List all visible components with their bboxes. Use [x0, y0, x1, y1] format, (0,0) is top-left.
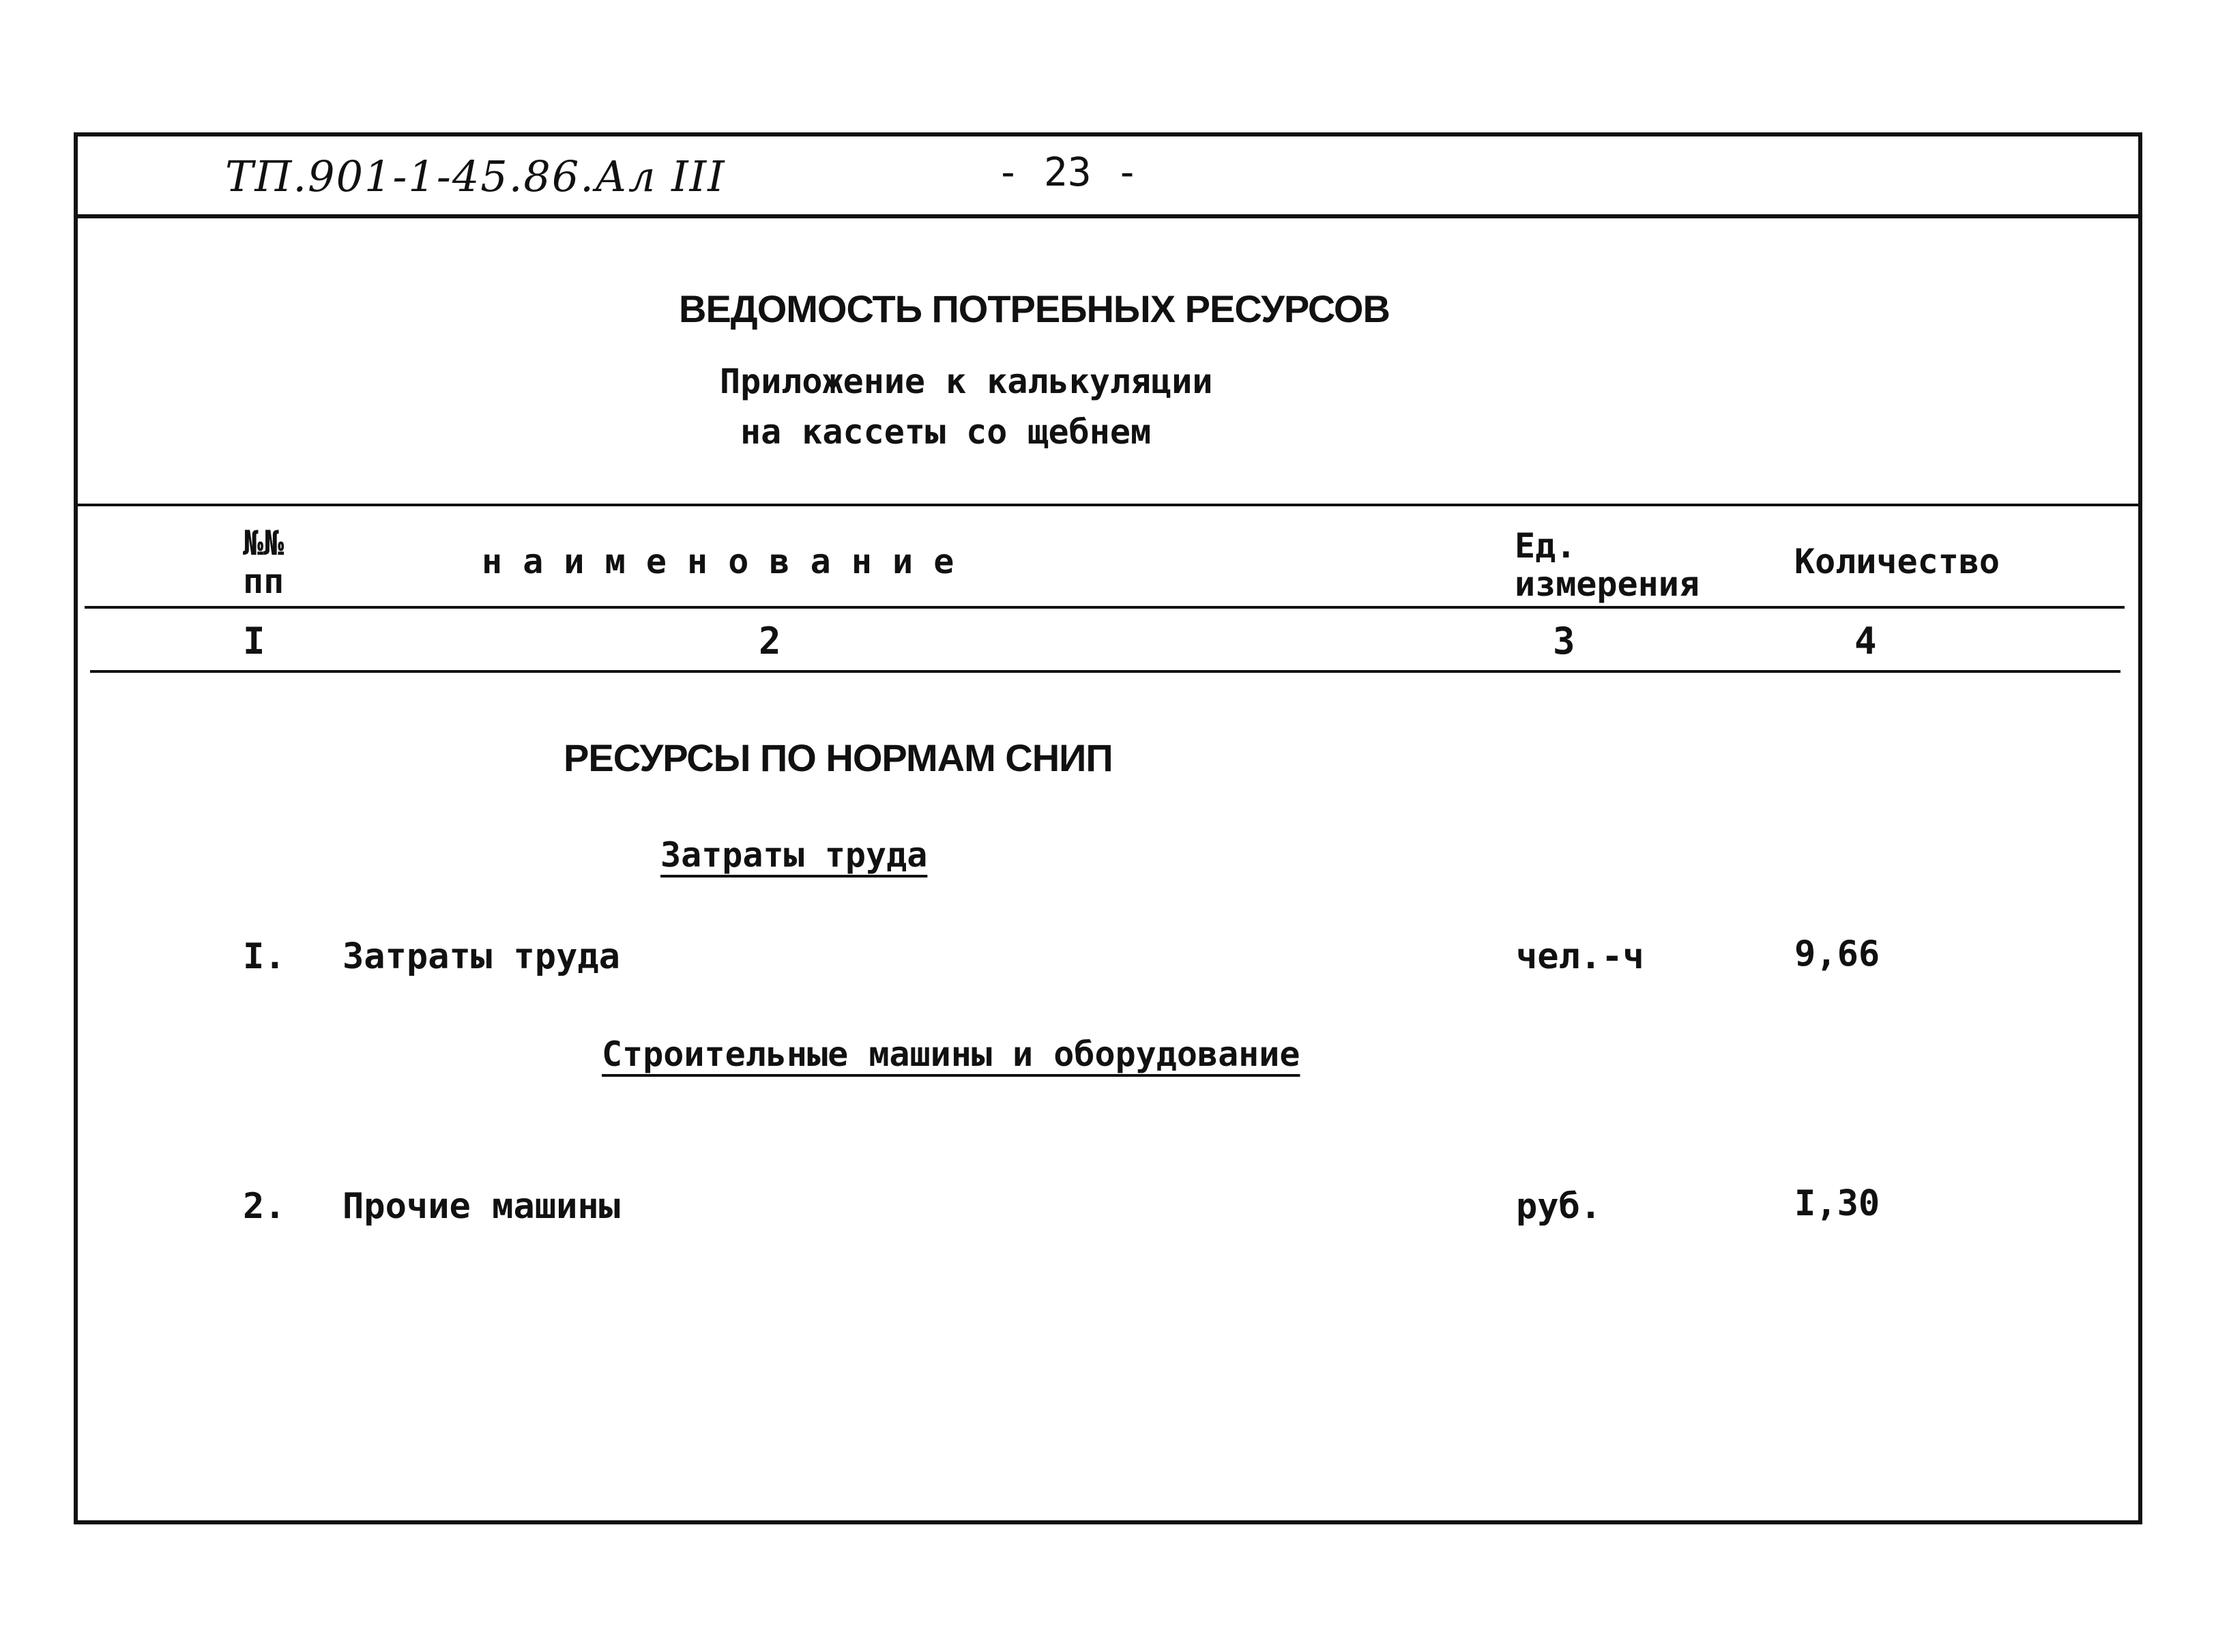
- row-number: 2.: [243, 1186, 286, 1227]
- column-header-unit: [1515, 527, 1700, 603]
- document-code: ТП.901-1-45.86.Ал III: [225, 151, 726, 201]
- row-name: Прочие машины: [342, 1186, 620, 1227]
- column-header-number-line-2: пп: [243, 562, 285, 601]
- row-quantity: I,30: [1794, 1183, 1880, 1224]
- document-title: ВЕДОМОСТЬ ПОТРЕБНЫХ РЕСУРСОВ: [679, 287, 1390, 330]
- column-header-number: [243, 524, 284, 600]
- subtitle-line-2: на кассеты со щебнем: [740, 412, 1152, 452]
- row-quantity: 9,66: [1794, 933, 1880, 974]
- row-unit: руб.: [1516, 1186, 1602, 1227]
- column-header-unit-line-1: Ед.: [1515, 526, 1577, 566]
- subtitle-line-1: Приложение к калькуляции: [720, 362, 1213, 401]
- column-header-name: н а и м е н о в а н и е: [482, 542, 954, 581]
- row-name: Затраты труда: [342, 936, 620, 977]
- column-header-unit-line-2: измерения: [1515, 564, 1700, 604]
- section-title: РЕСУРСЫ ПО НОРМАМ СНИП: [564, 736, 1113, 779]
- table-top-rule: [78, 504, 2138, 506]
- group-title-labor: Затраты труда: [660, 835, 928, 875]
- page-frame: [74, 132, 2142, 1524]
- column-header-quantity: Количество: [1794, 542, 2000, 581]
- row-number: I.: [243, 936, 286, 977]
- column-number-1: I: [243, 620, 265, 663]
- column-number-4: 4: [1854, 620, 1877, 663]
- group-title-machines: Строительные машины и оборудование: [602, 1034, 1300, 1074]
- table-column-number-rule: [90, 670, 2120, 673]
- column-number-2: 2: [759, 620, 781, 663]
- row-unit: чел.-ч: [1516, 936, 1644, 977]
- column-header-number-line-1: №№: [243, 523, 285, 563]
- page-number: - 23 -: [996, 149, 1139, 195]
- table-header-rule: [85, 606, 2125, 609]
- column-number-3: 3: [1553, 620, 1575, 663]
